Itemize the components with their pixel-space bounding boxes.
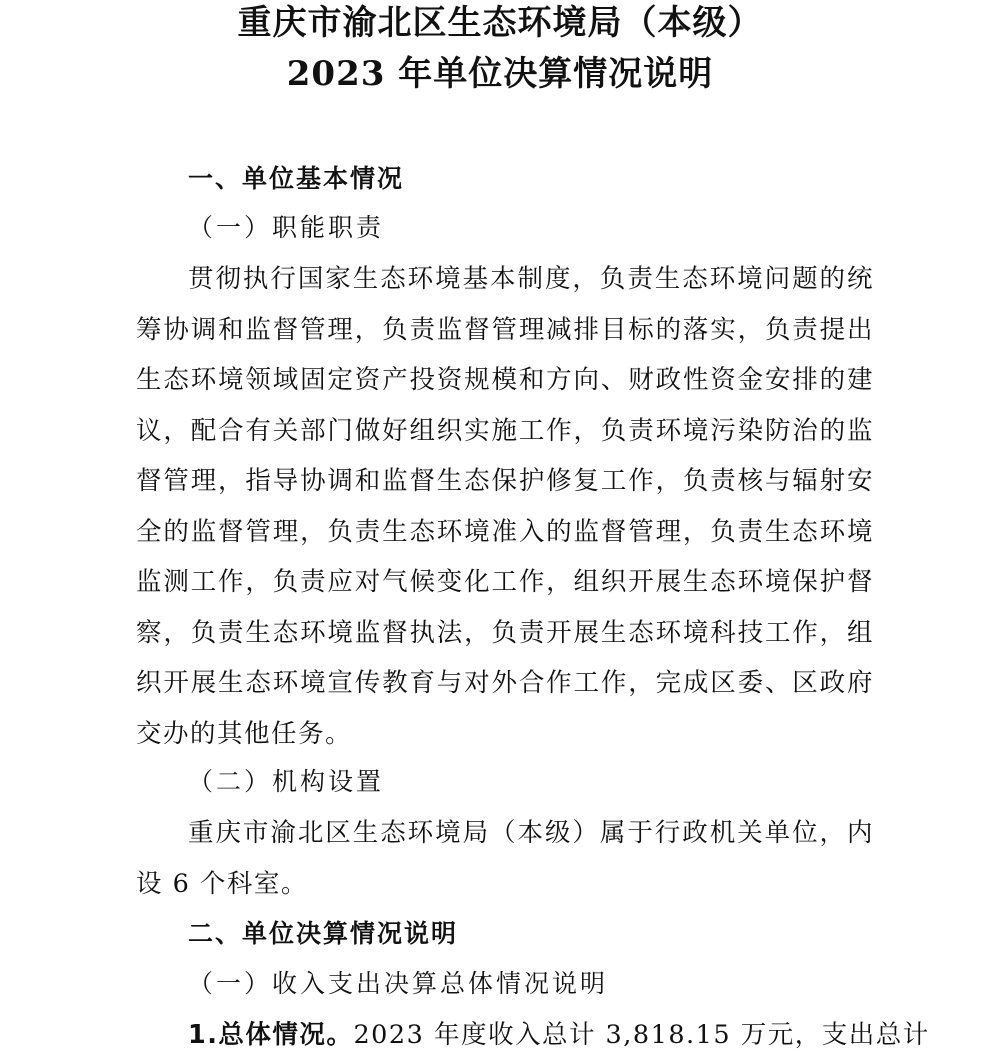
section2-heading: 二、单位决算情况说明 (188, 919, 459, 948)
section2-sub1-lead (188, 1019, 930, 1051)
document-title-line2: 2023 年单位决算情况说明 (286, 54, 714, 94)
section2-sub1-heading: （一）收入支出决算总体情况说明 (188, 969, 609, 998)
section1-heading: 一、单位基本情况 (188, 164, 405, 193)
section1-sub1-body: 贯彻执行国家生态环境基本制度，负责生态环境问题的统筹协调和监督管理，负责监督管理减排目标的落实，负责提出生态环境领域固定资产投资规模和方向、财政性资金安排的建议，配合有关部门做好组织实施工作，负责环境污染防治的监督管理，指导协调和监督生态保护修复工作，负责核与辐射安全的监督管理，负责生态环境准入的监督管理，负责生态环境监测工作，负责应对气候变化工作，组织开展生态环境保护督察，负责生态环境监督执法，负责开展生态环境科技工作，组织开展生态环境宣传教育与对外合作工作，完成区委、区政府交办的其他任务。 (136, 264, 874, 749)
section1-sub2-body: 重庆市渝北区生态环境局（本级）属于行政机关单位，内设 6 个科室。 (136, 818, 874, 899)
document-title-line1: 重庆市渝北区生态环境局（本级） (237, 3, 763, 43)
section1-sub1-heading: （一）职能职责 (188, 213, 385, 242)
section1-sub2-heading: （二）机构设置 (188, 767, 385, 796)
summary-label: 1.总体情况。 (188, 1020, 354, 1050)
summary-text: 2023 年度收入总计 3,818.15 万元，支出总计 (353, 1020, 930, 1050)
